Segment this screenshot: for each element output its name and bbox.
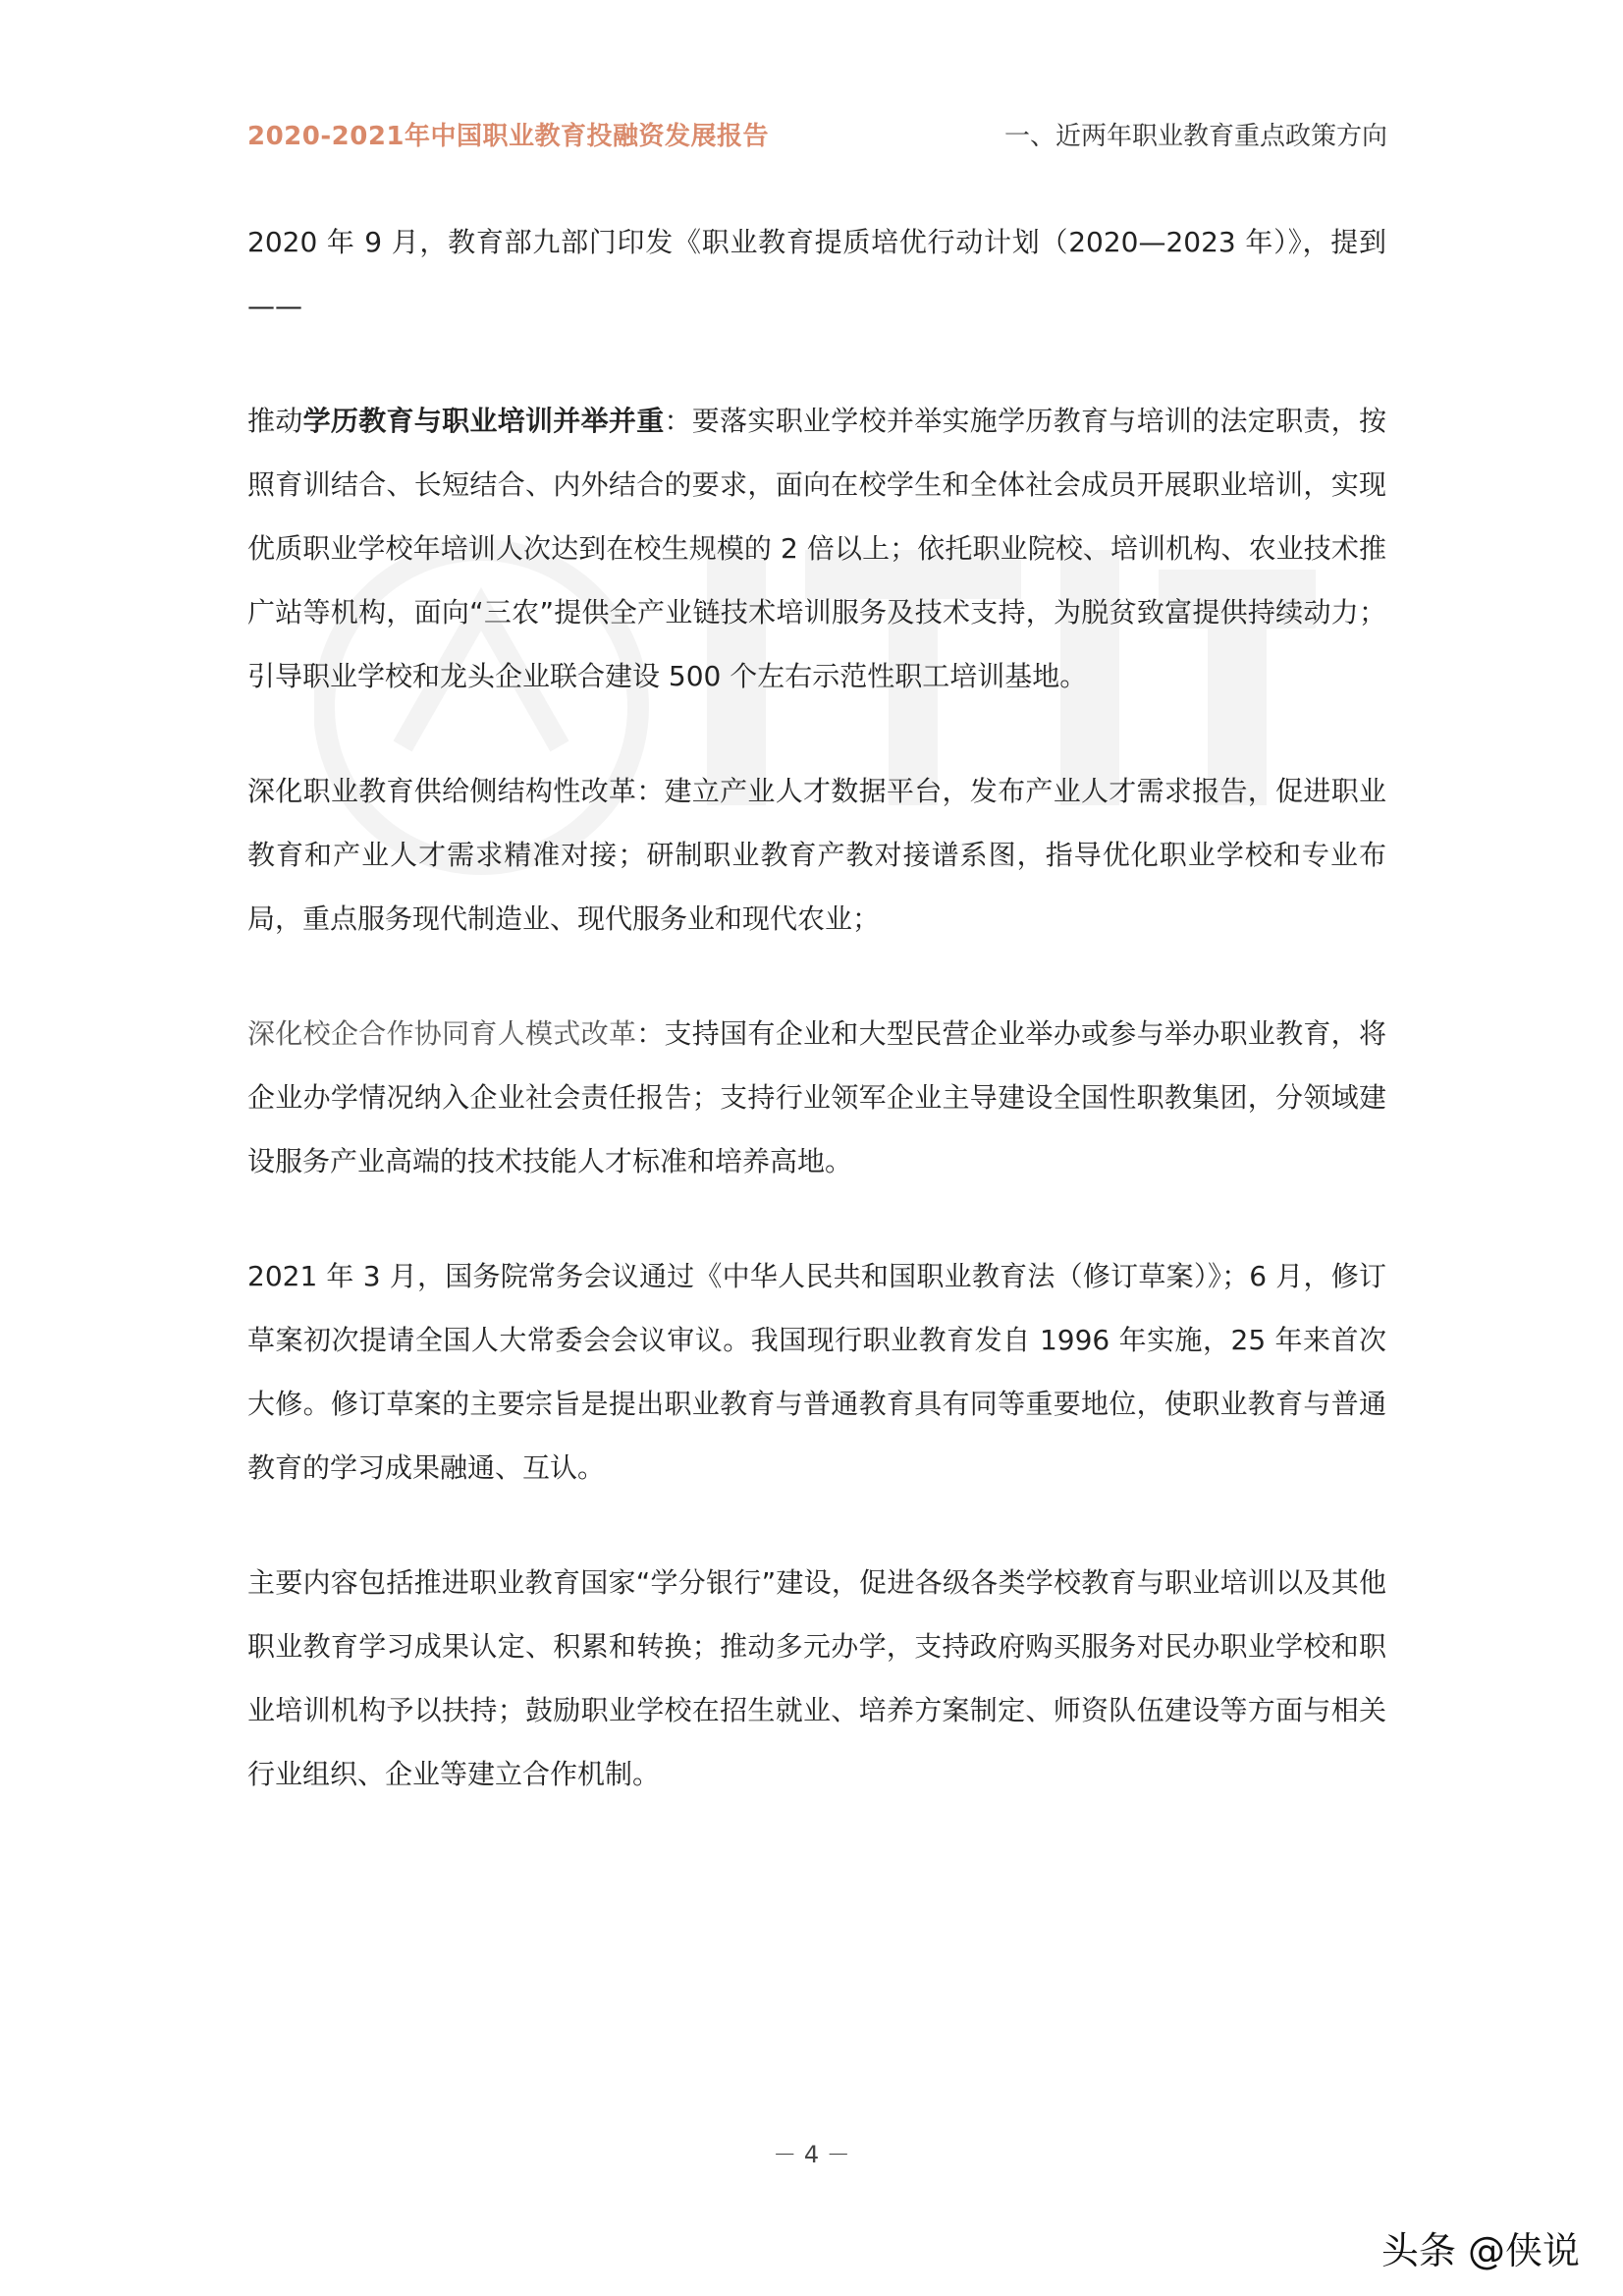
paragraph-training-bold: 学历教育与职业培训并举并重 <box>302 405 665 437</box>
paragraph-supply-side: 深化职业教育供给侧结构性改革：建立产业人才数据平台，发布产业人才需求报告，促进职业教育和产业人才需求精准对接；研制职业教育产教对接谱系图，指导优化职业学校和专业布局，重点服务现代制造业、现代服务业和现代农业； <box>247 775 1386 935</box>
paragraph-main-content: 主要内容包括推进职业教育国家“学分银行”建设，促进各级各类学校教育与职业培训以及其他职业教育学习成果认定、积累和转换；推动多元办学，支持政府购买服务对民办职业学校和职业培训机构予以扶持；鼓励职业学校在招生就业、培养方案制定、师资队伍建设等方面与相关行业组织、企业等建立合作机制。 <box>247 1566 1386 1790</box>
paragraph-training-prefix: 推动 <box>247 405 303 437</box>
paragraph-school-enterprise-lead: 深化校企合作协同育人模式改革 <box>247 1017 637 1050</box>
toutiao-author-tag: 头条 @侠说 <box>1380 2229 1580 2272</box>
paragraph-school-enterprise-body: ：支持国有企业和大型民营企业举办或参与举办职业教育，将企业办学情况纳入企业社会责任报告；支持行业领军企业主导建设全国性职教集团，分领域建设服务产业高端的技术技能人才标准和培养高地。 <box>247 1017 1386 1177</box>
paragraph-training-body: ：要落实职业学校并举实施学历教育与培训的法定职责，按照育训结合、长短结合、内外结合的要求，面向在校学生和全体社会成员开展职业培训，实现优质职业学校年培训人次达到在校生规模的 2 倍以上；依托职业院校、培训机构、农业技术推广站等机构，面向“三农”提供全产业链技术培训服务及技术支持，为脱贫致富提供持续动力；引导职业学校和龙头企业联合建设 500 个左右示范性职工培训基地。 <box>247 405 1386 692</box>
document-body <box>247 210 1386 1857</box>
paragraph-training <box>247 389 1386 708</box>
report-title: 2020-2021年中国职业教育投融资发展报告 <box>247 122 770 151</box>
paragraph-intro: 2020 年 9 月，教育部九部门印发《职业教育提质培优行动计划（2020—2023 年）》，提到—— <box>247 226 1386 322</box>
page-number: － 4 － <box>773 2141 850 2168</box>
paragraph-school-enterprise <box>247 1002 1386 1193</box>
paragraph-law-revision: 2021 年 3 月，国务院常务会议通过《中华人民共和国职业教育法（修订草案）》；6 月，修订草案初次提请全国人大常委会会议审议。我国现行职业教育发自 1996 年实施，25 年来首次大修。修订草案的主要宗旨是提出职业教育与普通教育具有同等重要地位，使职业教育与普通教育的学习成果融通、互认。 <box>247 1260 1386 1484</box>
section-title: 一、近两年职业教育重点政策方向 <box>1003 122 1387 151</box>
